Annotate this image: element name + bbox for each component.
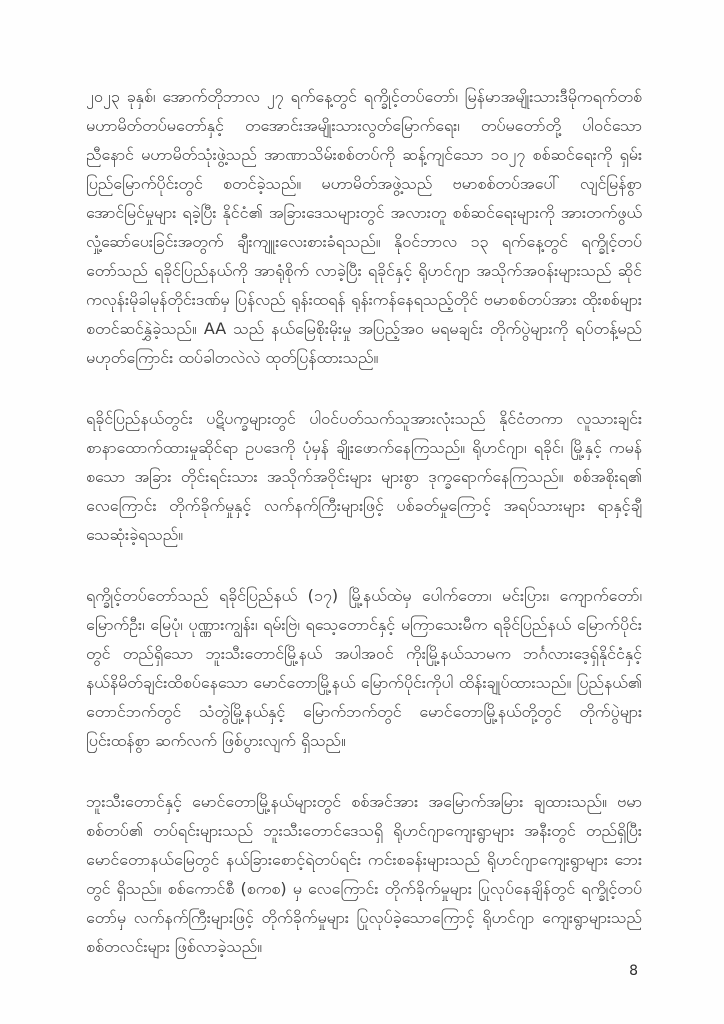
paragraph-4: ဘူးသီးတောင်နှင့် မောင်တောမြို့နယ်များတွင် စစ်အင်အား အမြောက်အမြား ချထားသည်။ ဗမာ စစ်တပ်၏ တပ်ရင်းများသည် ဘူးသီးတောင်ဒေသရှိ ရိုဟင်ဂျာကျေးရွာများ အနီးတွင် တည်ရှိပြီး မောင်တောနယ်မြေတွင် နယ်ခြားစောင့်ရဲတပ်ရင်း ကင်းစခန်းများသည် ရိုဟင်ဂျာကျေးရွာများ ဘေးတွင် ရှိသည်။ စစ်ကောင်စီ (စကစ) မှ လေကြောင်း တိုက်ခိုက်မှုများ ပြုလုပ်နေချိန်တွင် ရက္ခိုင့်တပ်တော်မှ လက်နက်ကြီးများဖြင့် တိုက်ခိုက်မှုများ ပြုလုပ်ခဲ့သောကြောင့် ရိုဟင်ဂျာ ကျေးရွာများသည် စစ်တလင်းများ ဖြစ်လာခဲ့သည်။ xyxy=(86,792,642,956)
body-text xyxy=(86,82,642,993)
paragraph-1: ၂၀၂၃ ခုနှစ်၊ အောက်တိုဘာလ ၂၇ ရက်နေ့တွင် ရက္ခိုင့်တပ်တော်၊ မြန်မာအမျိုးသားဒီမိုကရက်တစ် မဟာမိတ်တပ်မတော်နှင့် တအောင်းအမျိုးသားလွတ်မြောက်ရေး၊ တပ်မတော်တို့ ပါဝင်သော ညီနောင် မဟာမိတ်သုံးဖွဲ့သည် အာဏာသိမ်းစစ်တပ်ကို ဆန့်ကျင်သော ၁၀၂၇ စစ်ဆင်ရေးကို ရှမ်းပြည်မြောက်ပိုင်းတွင် စတင်ခဲ့သည်။ မဟာမိတ်အဖွဲ့သည် ဗမာစစ်တပ်အပေါ် လျင်မြန်စွာ အောင်မြင်မှုများ ရခဲ့ပြီး နိုင်ငံ၏ အခြားဒေသများတွင် အလားတူ စစ်ဆင်ရေးများကို အားတက်ဖွယ် လှုံ့ဆော်ပေးခြင်းအတွက် ချီးကျူးလေးစားခံရသည်။ နိုဝင်ဘာလ ၁၃ ရက်နေ့တွင် ရက္ခိုင့်တပ်တော်သည် ရခိုင်ပြည်နယ်ကို အာရုံစိုက် လာခဲ့ပြီး ရခိုင်နှင့် ရိုဟင်ဂျာ အသိုက်အဝန်းများသည် ဆိုင်ကလုန်းမိုခါမုန်တိုင်းဒဏ်မှ ပြန်လည် ရုန်းထရန် ရုန်းကန်နေရသည့်တိုင် ဗမာစစ်တပ်အား ထိုးစစ်များ စတင်ဆင်နွှဲခဲ့သည်။ AA သည် နယ်မြေစိုးမိုးမှု အပြည့်အဝ မရမချင်း တိုက်ပွဲများကို ရပ်တန့်မည် မဟုတ်ကြောင်း ထပ်ခါတလဲလဲ ထုတ်ပြန်ထားသည်။ xyxy=(86,87,642,367)
paragraph-3: ရက္ခိုင့်တပ်တော်သည် ရခိုင်ပြည်နယ် (၁၇) မြို့နယ်ထဲမှ ပေါက်တော၊ မင်းပြား၊ ကျောက်တော်၊ မြောက်ဦး၊ မြေပုံ၊ ပုဏ္ဏားကျွန်း၊ ရမ်းဗြဲ၊ ရသေ့တောင်နှင့် မကြာသေးမီက ရခိုင်ပြည်နယ် မြောက်ပိုင်းတွင် တည်ရှိသော ဘူးသီးတောင်မြို့နယ် အပါအဝင် ကိုးမြို့နယ်သာမက ဘင်္ဂလားဒေ့ရှ်နိုင်ငံနှင့် နယ်နိမိတ်ချင်းထိစပ်နေသော မောင်တောမြို့နယ် မြောက်ပိုင်းကိုပါ ထိန်းချုပ်ထားသည်။ ပြည်နယ်၏ တောင်ဘက်တွင် သံတွဲမြို့နယ်နှင့် မြောက်ဘက်တွင် မောင်တောမြို့နယ်တို့တွင် တိုက်ပွဲများ ပြင်းထန်စွာ ဆက်လက် ဖြစ်ပွားလျက် ရှိသည်။ xyxy=(86,586,642,750)
page-number: 8 xyxy=(629,963,638,979)
paragraph-2: ရခိုင်ပြည်နယ်တွင်း ပဋိပက္ခများတွင် ပါဝင်ပတ်သက်သူအားလုံးသည် နိုင်ငံတကာ လူသားချင်း စာနာထောက်ထားမှုဆိုင်ရာ ဥပဒေကို ပုံမှန် ချိုးဖောက်နေကြသည်။ ရိုဟင်ဂျာ၊ ရခိုင်၊ မြို့နှင့် ကမန် စသော အခြား တိုင်းရင်းသား အသိုက်အဝိုင်းများ များစွာ ဒုက္ခရောက်နေကြသည်။ စစ်အစိုးရ၏ လေကြောင်း တိုက်ခိုက်မှုနှင့် လက်နက်ကြီးများဖြင့် ပစ်ခတ်မှုကြောင့် အရပ်သားများ ရာနှင့်ချီ သေဆုံးခဲ့ရသည်။ xyxy=(86,409,642,544)
